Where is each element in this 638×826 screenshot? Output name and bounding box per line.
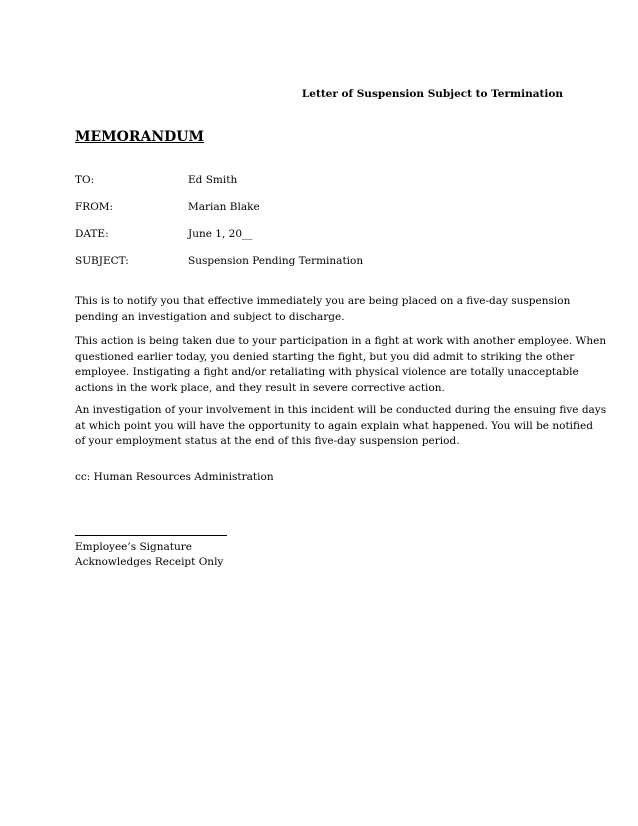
- paragraph-investigation: [75, 403, 607, 450]
- subject-label: SUBJECT:: [75, 255, 129, 267]
- paragraph-line: actions in the work place, and they result in severe corrective action.: [75, 381, 445, 394]
- to-label: TO:: [75, 174, 95, 186]
- signature-note: Acknowledges Receipt Only: [75, 556, 224, 568]
- paragraph-notice: [75, 294, 571, 325]
- paragraph-line: pending an investigation and subject to discharge.: [75, 310, 345, 323]
- paragraph-line: questioned earlier today, you denied starting the fight, but you did admit to striking the other: [75, 350, 575, 363]
- from-value: Marian Blake: [188, 201, 260, 213]
- cc-line: cc: Human Resources Administration: [75, 471, 274, 483]
- paragraph-line: An investigation of your involvement in this incident will be conducted during the ensuing five days: [75, 404, 607, 416]
- paragraph-line: This is to notify you that effective immediately you are being placed on a five-day suspension: [75, 295, 571, 307]
- paragraph-line: employee. Instigating a fight and/or retaliating with physical violence are totally unacceptable: [75, 366, 579, 378]
- subject-value: Suspension Pending Termination: [188, 255, 364, 267]
- paragraph-line: This action is being taken due to your participation in a fight at work with another employee. When: [75, 335, 607, 347]
- date-value: June 1, 20__: [188, 228, 253, 240]
- paragraph-reason: [75, 334, 607, 396]
- signature-block: [75, 526, 227, 570]
- to-value: Ed Smith: [188, 174, 238, 186]
- paragraph-line: at which point you will have the opportunity to again explain what happened. You will be notified: [75, 419, 593, 432]
- signature-line: [75, 526, 227, 536]
- date-label: DATE:: [75, 228, 109, 240]
- letter-title: Letter of Suspension Subject to Termination: [301, 88, 563, 100]
- signature-label: Employee’s Signature: [75, 541, 192, 553]
- memorandum-heading: MEMORANDUM: [75, 129, 205, 145]
- from-label: FROM:: [75, 201, 114, 213]
- paragraph-line: of your employment status at the end of this five-day suspension period.: [75, 435, 460, 447]
